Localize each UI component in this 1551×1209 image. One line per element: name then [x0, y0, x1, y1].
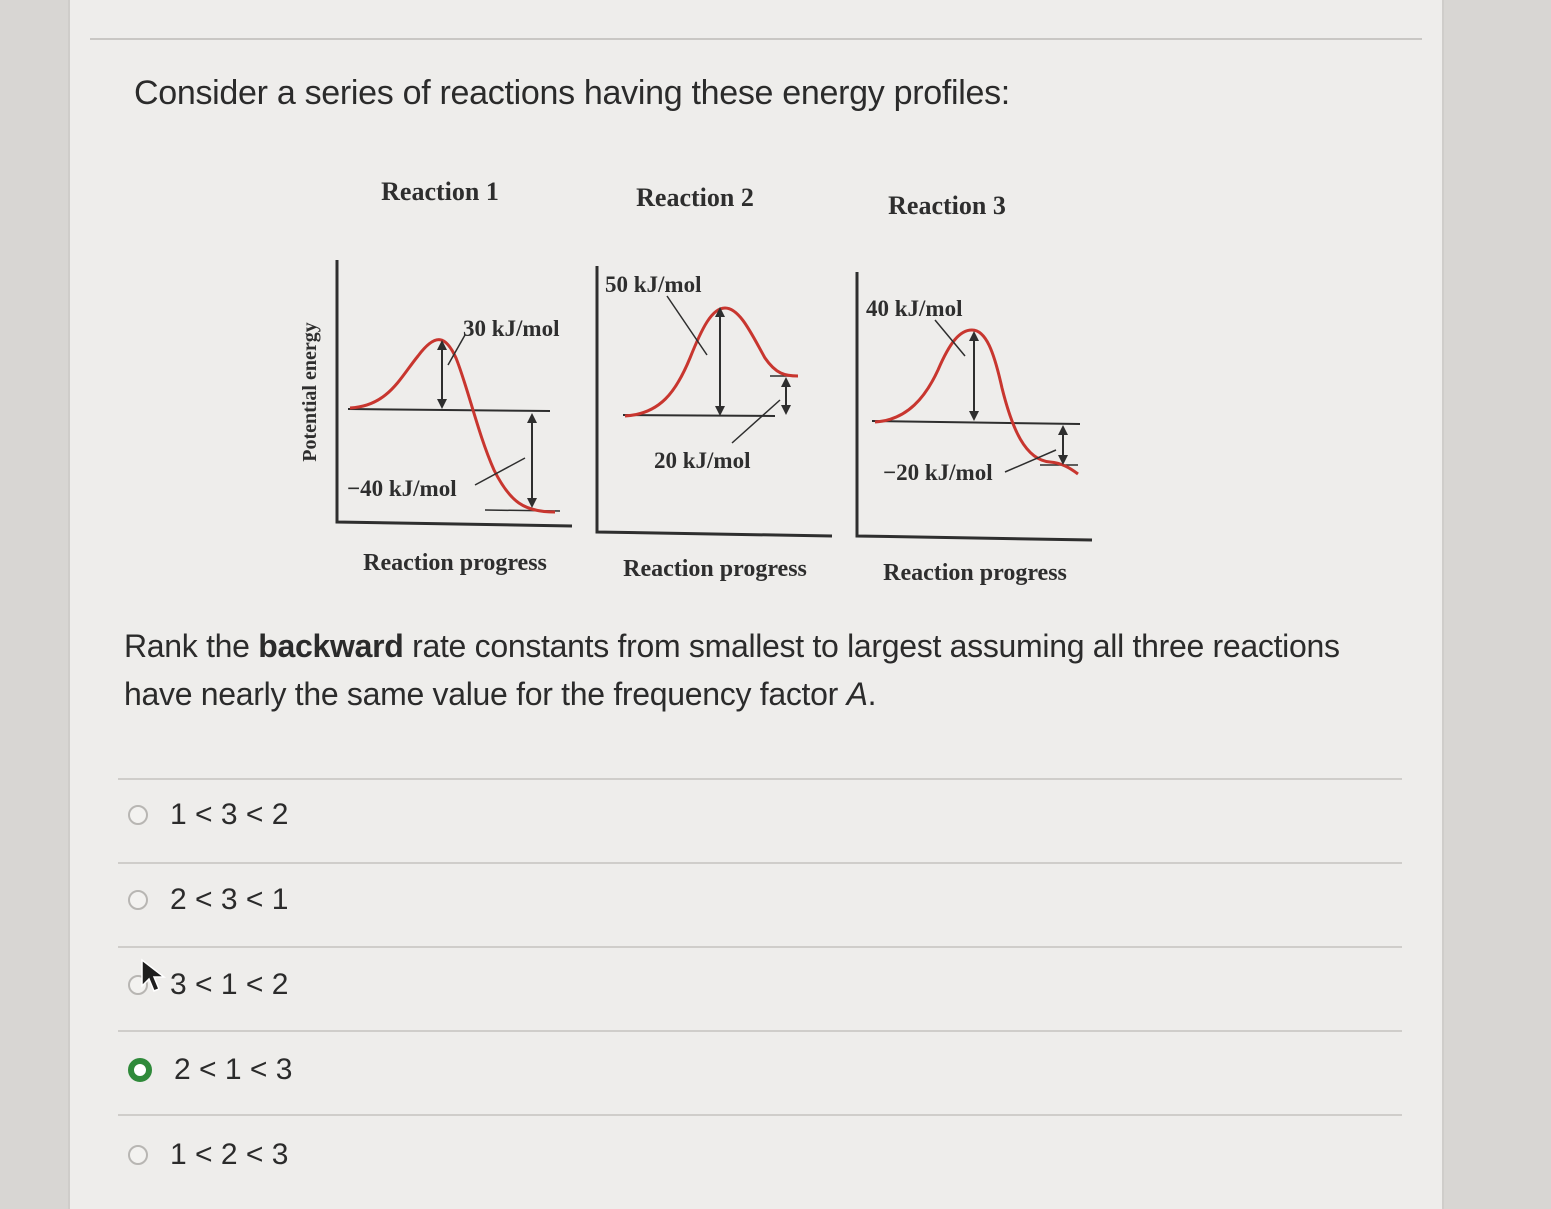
- y-axis-label: Potential energy: [299, 322, 321, 462]
- answer-option-5[interactable]: [128, 1130, 288, 1180]
- reaction-3-delta-label: −20 kJ/mol: [883, 460, 993, 485]
- option-label: 1 < 3 < 2: [170, 798, 289, 831]
- answer-option-1[interactable]: [128, 790, 288, 840]
- answer-option-4[interactable]: [128, 1045, 292, 1095]
- reaction-2-delta-pointer: [732, 400, 780, 443]
- options-divider: [118, 778, 1402, 780]
- reaction-1-reactant-level: [348, 409, 550, 411]
- option-label: 2 < 1 < 3: [174, 1053, 293, 1086]
- radio-button-selected[interactable]: [128, 1058, 152, 1082]
- question-emphasis: backward: [258, 628, 404, 664]
- reaction-3-barrier-pointer: [935, 320, 965, 356]
- reaction-1-barrier-label: 30 kJ/mol: [463, 316, 560, 341]
- mouse-pointer-icon: [140, 958, 166, 994]
- reaction-2-barrier-pointer: [667, 296, 707, 355]
- reaction-3-reactant-level: [872, 421, 1080, 424]
- option-label: 2 < 3 < 1: [170, 883, 289, 916]
- option-label: 3 < 1 < 2: [170, 968, 289, 1001]
- intro-text: Consider a series of reactions having these energy profiles:: [134, 74, 1010, 112]
- reaction-3-title: Reaction 3: [888, 191, 1006, 220]
- answer-option-2[interactable]: [128, 875, 288, 925]
- question-text: [124, 622, 1374, 718]
- reaction-2-title: Reaction 2: [636, 183, 754, 212]
- reaction-2-barrier-label: 50 kJ/mol: [605, 272, 702, 297]
- options-divider: [118, 1114, 1402, 1116]
- reaction-2-x-label: Reaction progress: [623, 556, 807, 582]
- question-suffix: .: [867, 676, 877, 712]
- top-divider: [90, 38, 1422, 40]
- options-divider: [118, 946, 1402, 948]
- reaction-3-panel: [857, 272, 1092, 586]
- reaction-2-panel: [597, 266, 832, 582]
- reaction-1-delta-label: −40 kJ/mol: [347, 476, 457, 501]
- reaction-1-panel: [337, 260, 572, 576]
- question-card: [68, 0, 1444, 1209]
- options-divider: [118, 1030, 1402, 1032]
- energy-profile-figure: [220, 160, 1120, 600]
- reaction-2-reactant-level: [623, 415, 775, 416]
- option-label: 1 < 2 < 3: [170, 1138, 289, 1171]
- question-middle: rate constants from smallest to largest assuming all three reactions have nearly the same value for the frequency factor: [124, 628, 1340, 712]
- reaction-1-title: Reaction 1: [381, 177, 499, 206]
- reaction-2-delta-label: 20 kJ/mol: [654, 448, 751, 473]
- reaction-3-energy-curve: [875, 330, 1078, 474]
- radio-button[interactable]: [128, 890, 148, 910]
- options-divider: [118, 862, 1402, 864]
- reaction-3-x-label: Reaction progress: [883, 560, 1067, 586]
- radio-button[interactable]: [128, 1145, 148, 1165]
- question-prefix: Rank the: [124, 628, 259, 664]
- reaction-2-energy-curve: [625, 308, 798, 416]
- radio-button[interactable]: [128, 805, 148, 825]
- reaction-2-axes: [597, 266, 832, 536]
- question-variable: A: [846, 676, 868, 712]
- reaction-3-barrier-label: 40 kJ/mol: [866, 296, 963, 321]
- reaction-1-x-label: Reaction progress: [363, 550, 547, 576]
